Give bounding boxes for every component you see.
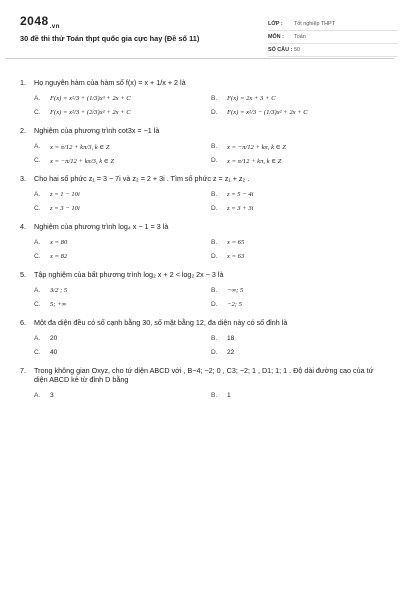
question-number: 1. xyxy=(20,78,26,87)
option-label: A. xyxy=(34,95,41,102)
brand-logo[interactable] xyxy=(20,14,60,30)
option-d[interactable] xyxy=(211,347,380,358)
option-text: 5; +∞ xyxy=(50,301,67,308)
option-text: F(x) = x²/3 + (1/3)x³ + 2x + C xyxy=(50,95,131,102)
option-text: z = 5 − 4i xyxy=(227,191,254,198)
question-5 xyxy=(20,270,380,310)
option-text: 3/2 ; 5 xyxy=(50,287,68,294)
question-number: 2. xyxy=(20,126,26,135)
option-label: D. xyxy=(211,301,218,308)
option-text: 3 xyxy=(50,392,54,399)
option-text: x = −π/12 + kπ, k ∈ Z xyxy=(227,143,286,151)
option-label: C. xyxy=(34,205,41,212)
question-2 xyxy=(20,126,380,166)
header-divider xyxy=(6,58,394,59)
option-b[interactable] xyxy=(211,237,380,248)
question-number: 5. xyxy=(20,270,26,279)
option-d[interactable] xyxy=(211,251,380,262)
option-a[interactable] xyxy=(34,390,203,401)
option-b[interactable] xyxy=(211,189,380,200)
option-label: D. xyxy=(211,157,218,164)
question-text: Nghiệm của phương trình log₄ x − 1 = 3 là xyxy=(34,222,169,231)
option-b[interactable] xyxy=(211,285,380,296)
option-text: x = π/12 + kπ/3, k ∈ Z xyxy=(50,143,110,151)
document-header xyxy=(14,10,386,62)
meta-key: LỚP : xyxy=(268,21,283,27)
option-a[interactable] xyxy=(34,93,203,104)
option-a[interactable] xyxy=(34,189,203,200)
option-label: B. xyxy=(211,287,218,294)
exam-meta xyxy=(268,18,398,57)
option-c[interactable] xyxy=(34,347,203,358)
option-label: B. xyxy=(211,239,218,246)
option-label: A. xyxy=(34,287,41,294)
option-a[interactable] xyxy=(34,141,203,152)
option-label: A. xyxy=(34,392,41,399)
option-label: B. xyxy=(211,143,218,150)
option-text: z = 3 − 10i xyxy=(50,205,80,212)
option-text: z = 3 + 3i xyxy=(227,205,254,212)
option-label: A. xyxy=(34,335,41,342)
brand-main: 2048 xyxy=(20,14,49,28)
question-number: 7. xyxy=(20,366,26,375)
option-label: A. xyxy=(34,239,41,246)
question-text: Tập nghiệm của bất phương trình log₂ x + 2 < log₂ 2x − 3 là xyxy=(34,270,224,279)
question-text: Trong không gian Oxyz, cho tứ diện ABCD với , B−4; −2; 0 , C3; −2; 1 , D1; 1; 1 . Độ dài đường cao của tứ diện ABCD kẻ từ đỉnh D bằng xyxy=(34,366,374,384)
option-text: 22 xyxy=(227,349,235,356)
exam-title: 30 đề thi thử Toán thpt quốc gia cực hay (Đề số 11) xyxy=(20,34,200,43)
option-d[interactable] xyxy=(211,107,380,118)
question-6 xyxy=(20,318,380,358)
option-text: F(x) = x²/3 + (2/3)x² + 2x + C xyxy=(50,109,131,116)
question-number: 4. xyxy=(20,222,26,231)
option-label: B. xyxy=(211,335,218,342)
option-label: D. xyxy=(211,349,218,356)
question-text: Một đa diện đều có số cạnh bằng 30, số mặt bằng 12, đa diện này có số đỉnh là xyxy=(34,318,288,327)
option-b[interactable] xyxy=(211,141,380,152)
option-label: C. xyxy=(34,157,41,164)
meta-key: MÔN : xyxy=(268,34,284,40)
option-text: 40 xyxy=(50,349,58,356)
question-number: 6. xyxy=(20,318,26,327)
option-d[interactable] xyxy=(211,155,380,166)
brand-sub: .vn xyxy=(49,24,60,31)
option-text: −∞; 5 xyxy=(227,287,244,294)
option-text: 18 xyxy=(227,335,235,342)
option-label: C. xyxy=(34,253,41,260)
question-1 xyxy=(20,78,380,118)
option-label: C. xyxy=(34,109,41,116)
option-text: x = 65 xyxy=(227,239,245,246)
meta-value: Toán xyxy=(294,34,306,40)
meta-row-class xyxy=(268,18,398,31)
option-label: B. xyxy=(211,191,218,198)
option-b[interactable] xyxy=(211,390,380,401)
option-c[interactable] xyxy=(34,251,203,262)
option-label: A. xyxy=(34,143,41,150)
option-c[interactable] xyxy=(34,299,203,310)
option-text: 20 xyxy=(50,335,58,342)
option-label: B. xyxy=(211,392,218,399)
option-c[interactable] xyxy=(34,203,203,214)
option-d[interactable] xyxy=(211,203,380,214)
option-label: C. xyxy=(34,349,41,356)
option-c[interactable] xyxy=(34,155,203,166)
option-a[interactable] xyxy=(34,285,203,296)
option-text: F(x) = 2x + 3 + C xyxy=(227,95,276,102)
option-label: D. xyxy=(211,109,218,116)
meta-value: Tốt nghiệp THPT xyxy=(294,21,335,27)
meta-key: SỐ CÂU : xyxy=(268,47,293,53)
option-d[interactable] xyxy=(211,299,380,310)
option-text: x = π/12 + kπ, k ∈ Z xyxy=(227,157,282,165)
question-3 xyxy=(20,174,380,214)
option-text: z = 1 − 10i xyxy=(50,191,80,198)
option-a[interactable] xyxy=(34,333,203,344)
question-4 xyxy=(20,222,380,262)
option-text: x = 63 xyxy=(227,253,245,260)
meta-value: 50 xyxy=(294,47,300,53)
option-text: x = 82 xyxy=(50,253,68,260)
option-text: 1 xyxy=(227,392,231,399)
option-text: −2; 5 xyxy=(227,301,242,308)
option-text: x = 80 xyxy=(50,239,68,246)
option-label: C. xyxy=(34,301,41,308)
option-b[interactable] xyxy=(211,93,380,104)
option-label: B. xyxy=(211,95,218,102)
question-text: Nghiệm của phương trình cot3x = −1 là xyxy=(34,126,160,135)
question-number: 3. xyxy=(20,174,26,183)
question-text: Họ nguyên hàm của hàm số f(x) = x + 1/x + 2 là xyxy=(34,78,186,87)
option-label: A. xyxy=(34,191,41,198)
option-c[interactable] xyxy=(34,107,203,118)
meta-row-count xyxy=(268,44,398,57)
question-list xyxy=(20,78,380,409)
meta-row-subject xyxy=(268,31,398,44)
option-a[interactable] xyxy=(34,237,203,248)
option-label: D. xyxy=(211,205,218,212)
question-7 xyxy=(20,366,380,401)
option-b[interactable] xyxy=(211,333,380,344)
question-text: Cho hai số phức z₁ = 3 − 7i và z₂ = 2 + 3i . Tìm số phức z = z₁ + z₂ . xyxy=(34,174,250,183)
option-text: x = −π/12 + kπ/3, k ∈ Z xyxy=(50,157,115,165)
option-text: F(x) = x²/3 − (1/3)x² + 2x + C xyxy=(227,109,308,116)
option-label: D. xyxy=(211,253,218,260)
